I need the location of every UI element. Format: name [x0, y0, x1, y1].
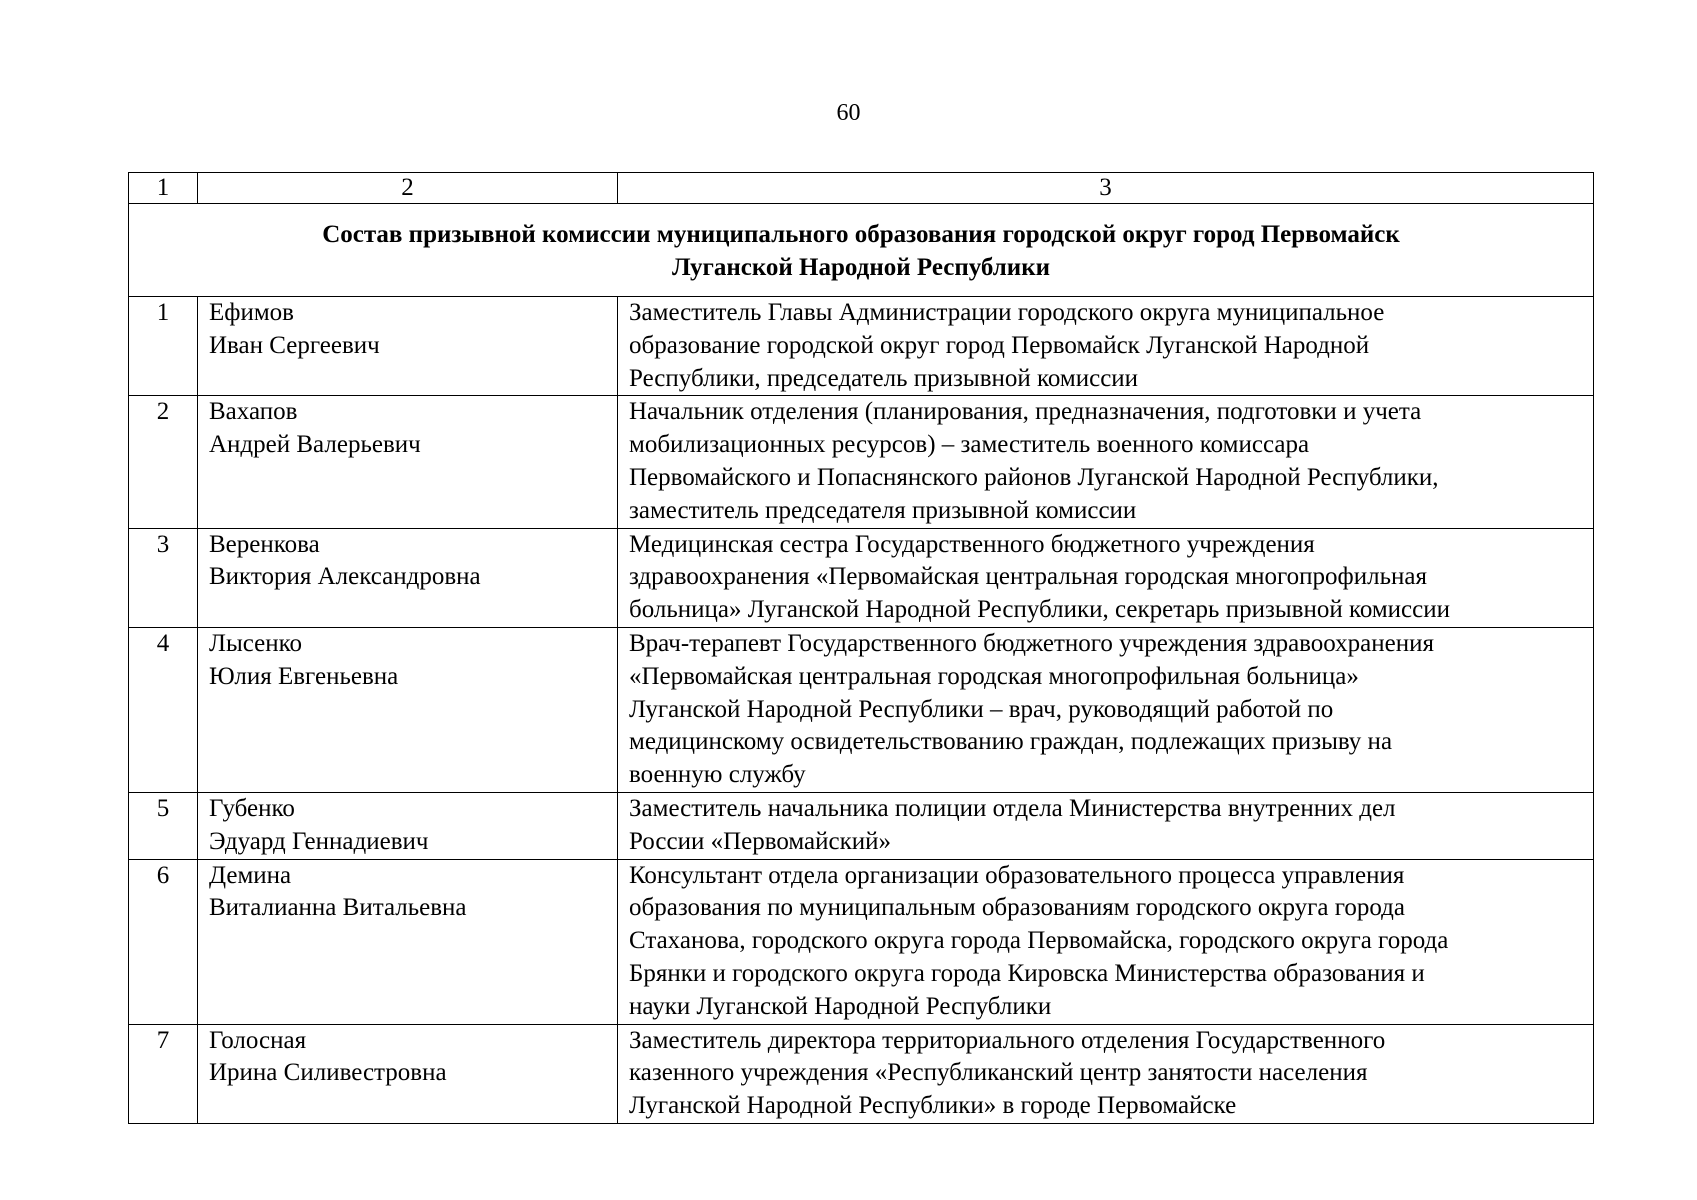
section-title-line: Луганской Народной Республики: [671, 254, 1051, 281]
member-name: [198, 627, 618, 792]
row-number: 5: [129, 792, 198, 859]
table-row: [129, 297, 1594, 396]
member-given-names: Андрей Валерьевич: [209, 431, 421, 459]
member-surname: Демина: [209, 861, 292, 889]
member-given-names: Ирина Силивестровна: [209, 1059, 447, 1087]
member-surname: Вахапов: [209, 398, 298, 426]
member-surname: Лысенко: [209, 629, 303, 657]
position-line: Первомайского и Попаснянского районов Луганской Народной Республики,: [629, 463, 1439, 491]
position-line: казенного учреждения «Республиканский центр занятости населения: [629, 1059, 1368, 1087]
member-position: [618, 859, 1594, 1024]
member-given-names: Эдуард Геннадиевич: [209, 827, 429, 855]
column-header-row: [129, 173, 1594, 204]
row-number: 1: [129, 297, 198, 396]
position-line: заместитель председателя призывной комиссии: [629, 496, 1137, 524]
member-given-names: Виталианна Витальевна: [209, 894, 467, 922]
member-position: [618, 396, 1594, 528]
position-line: Консультант отдела организации образовательного процесса управления: [629, 861, 1405, 889]
member-name: [198, 859, 618, 1024]
member-name: [198, 528, 618, 627]
member-name: [198, 297, 618, 396]
position-line: Брянки и городского округа города Кировска Министерства образования и: [629, 959, 1425, 987]
member-position: [618, 1024, 1594, 1123]
member-name: [198, 1024, 618, 1123]
member-given-names: Виктория Александровна: [209, 563, 481, 591]
position-line: Луганской Народной Республики» в городе Первомайске: [629, 1092, 1237, 1120]
position-line: Начальник отделения (планирования, предназначения, подготовки и учета: [629, 398, 1422, 426]
position-line: Стаханова, городского округа города Первомайска, городского округа города: [629, 927, 1449, 955]
row-number: 2: [129, 396, 198, 528]
section-title-line: Состав призывной комиссии муниципального образования городской округ город Первомайск: [322, 221, 1400, 248]
position-line: военную службу: [629, 761, 806, 789]
row-number: 3: [129, 528, 198, 627]
table-row: [129, 1024, 1594, 1123]
row-number: 4: [129, 627, 198, 792]
commission-table: [128, 172, 1594, 1124]
member-name: [198, 396, 618, 528]
position-line: образования по муниципальным образованиям городского округа города: [629, 894, 1405, 922]
table-row: [129, 792, 1594, 859]
member-surname: Губенко: [209, 794, 295, 822]
position-line: науки Луганской Народной Республики: [629, 992, 1052, 1020]
column-header-3: 3: [618, 173, 1594, 204]
position-line: здравоохранения «Первомайская центральная городская многопрофильная: [629, 563, 1427, 591]
member-position: [618, 297, 1594, 396]
position-line: России «Первомайский»: [629, 827, 892, 855]
member-given-names: Иван Сергеевич: [209, 331, 380, 359]
member-name: [198, 792, 618, 859]
position-line: Республики, председатель призывной комиссии: [629, 364, 1139, 392]
table-row: [129, 396, 1594, 528]
member-position: [618, 528, 1594, 627]
row-number: 7: [129, 1024, 198, 1123]
position-line: образование городской округ город Первомайск Луганской Народной: [629, 331, 1370, 359]
column-header-1: 1: [129, 173, 198, 204]
member-position: [618, 792, 1594, 859]
section-title: [129, 204, 1594, 297]
position-line: Заместитель Главы Администрации городского округа муниципальное: [629, 299, 1385, 326]
position-line: Врач-терапевт Государственного бюджетного учреждения здравоохранения: [629, 629, 1435, 657]
position-line: мобилизационных ресурсов) – заместитель военного комиссара: [629, 431, 1310, 459]
page-number: 60: [836, 100, 861, 126]
column-header-2: 2: [198, 173, 618, 204]
member-given-names: Юлия Евгеньевна: [209, 662, 399, 690]
table-row: [129, 528, 1594, 627]
position-line: медицинскому освидетельствованию граждан, подлежащих призыву на: [629, 728, 1393, 756]
position-line: Луганской Народной Республики – врач, руководящий работой по: [629, 695, 1334, 723]
position-line: «Первомайская центральная городская многопрофильная больница»: [629, 662, 1359, 690]
member-rows: [129, 297, 1594, 1124]
section-title-row: [129, 204, 1594, 297]
member-position: [618, 627, 1594, 792]
position-line: Заместитель начальника полиции отдела Министерства внутренних дел: [629, 794, 1396, 822]
position-line: Заместитель директора территориального отделения Государственного: [629, 1026, 1386, 1054]
member-surname: Голосная: [209, 1026, 307, 1054]
row-number: 6: [129, 859, 198, 1024]
table-row: [129, 859, 1594, 1024]
position-line: Медицинская сестра Государственного бюджетного учреждения: [629, 530, 1315, 558]
position-line: больница» Луганской Народной Республики, секретарь призывной комиссии: [629, 596, 1450, 624]
member-surname: Ефимов: [209, 299, 294, 326]
member-surname: Веренкова: [209, 530, 320, 558]
table-row: [129, 627, 1594, 792]
